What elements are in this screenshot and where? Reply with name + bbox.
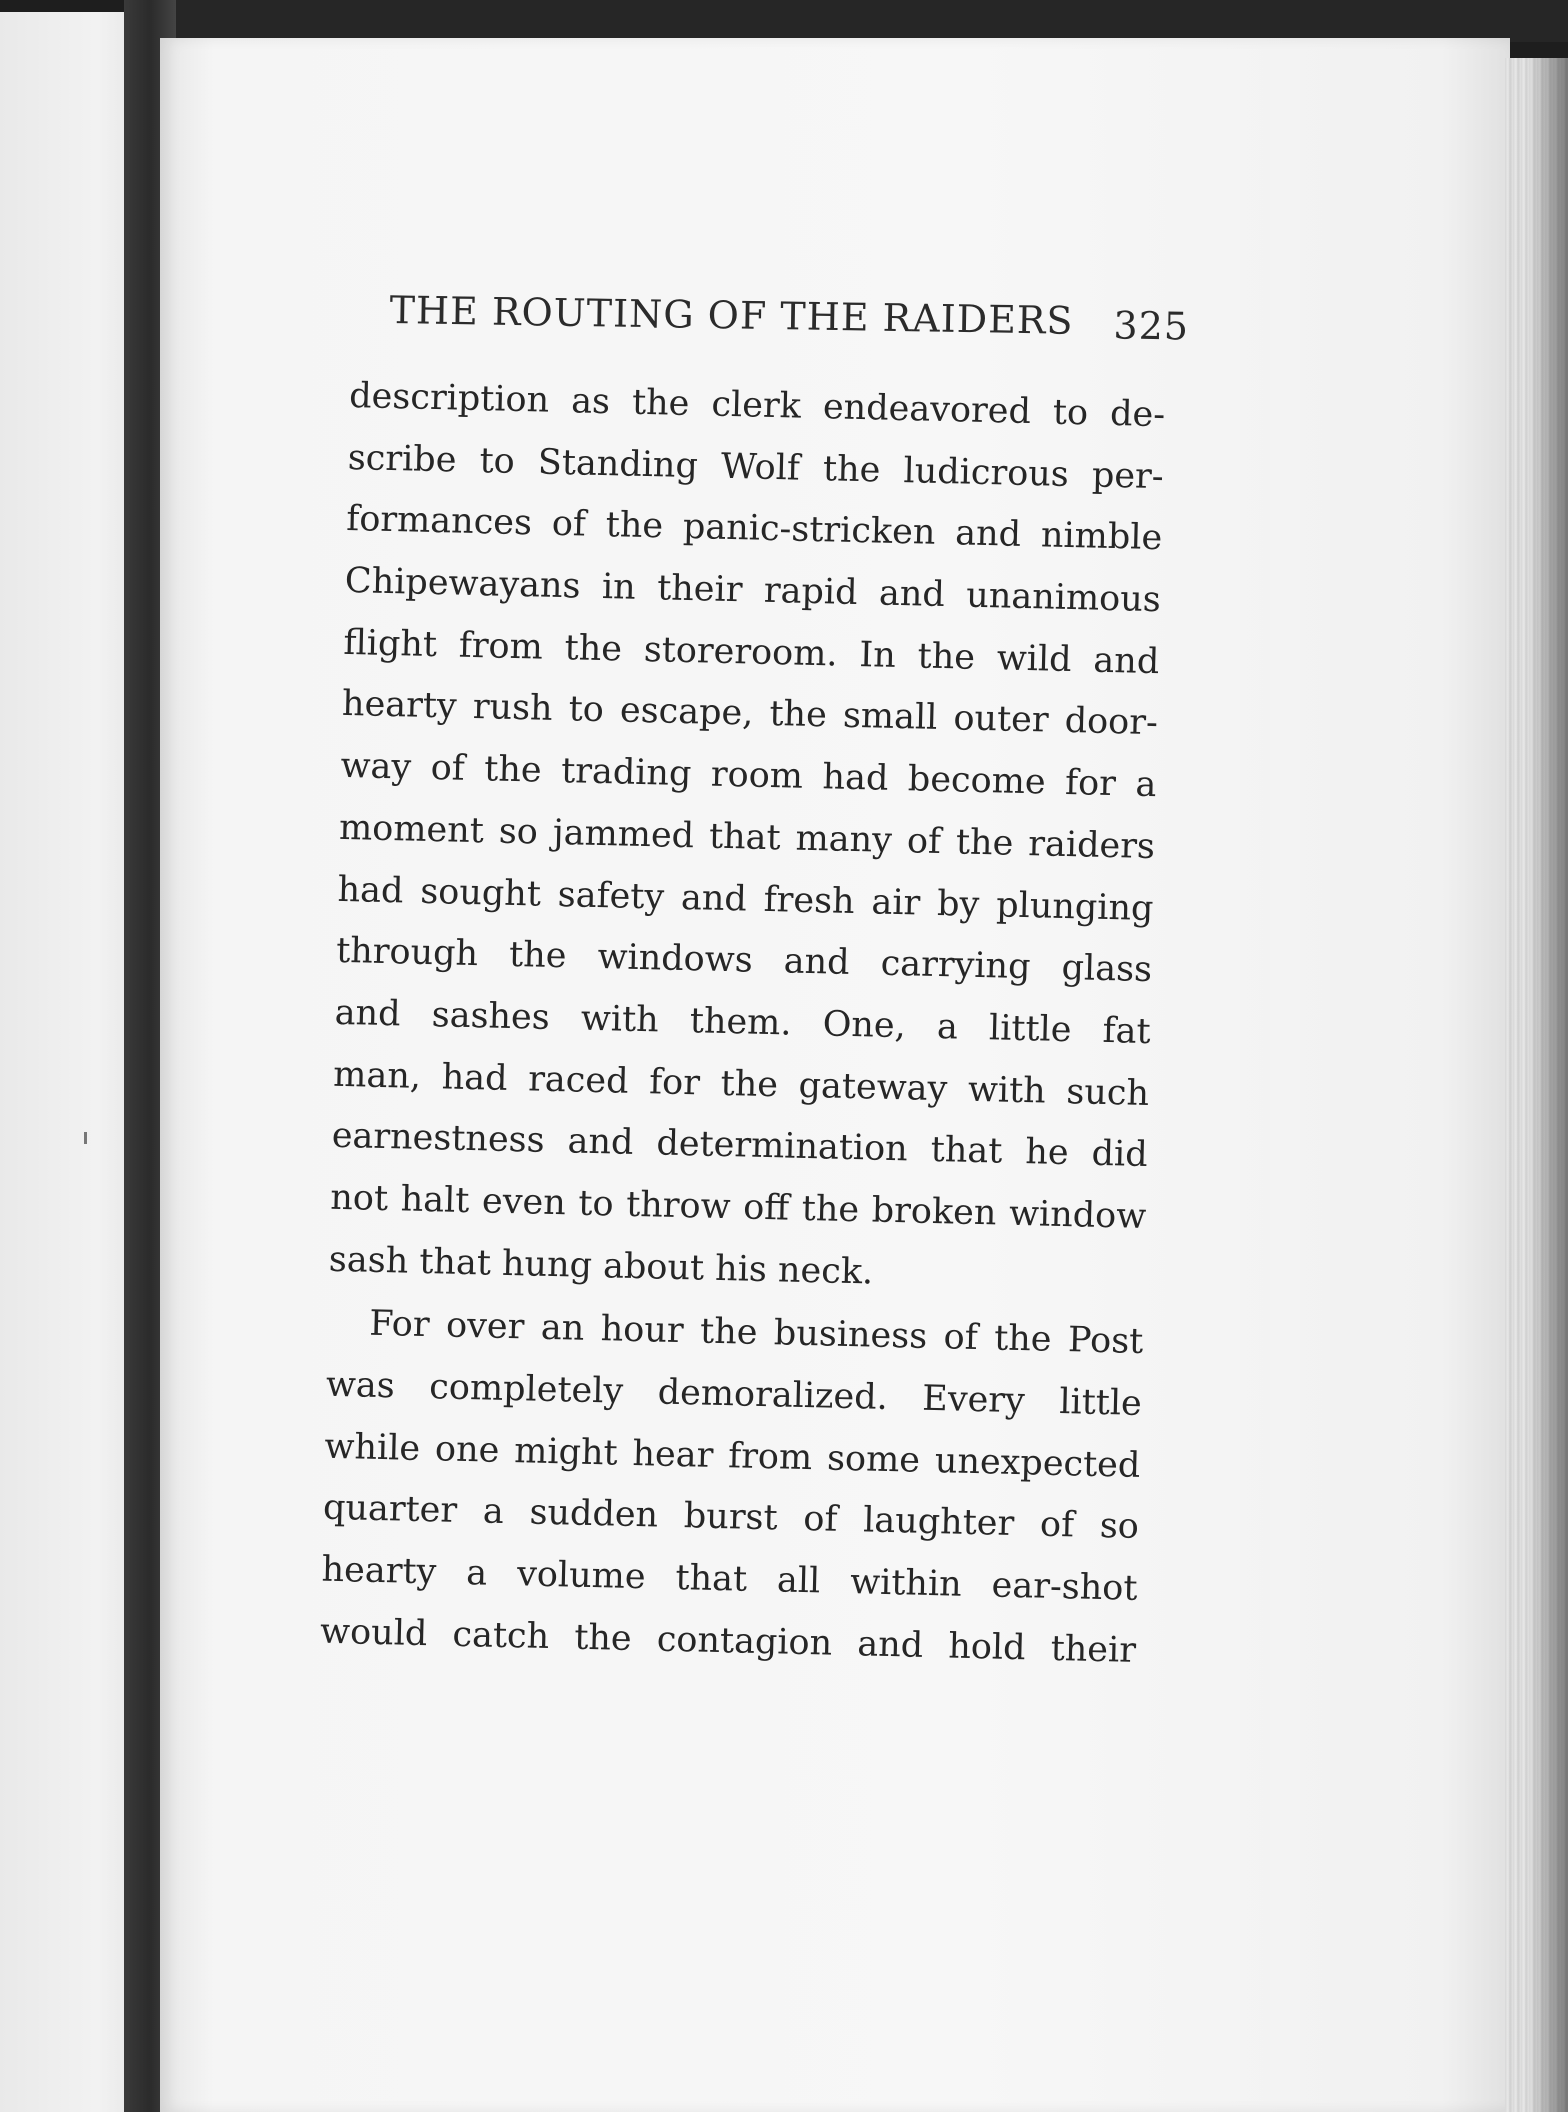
text-line: moment so jammed that many of the raiders xyxy=(338,807,1156,867)
text-line: and sashes with them. One, a little fat xyxy=(334,992,1152,1052)
text-line: scribe to Standing Wolf the ludicrous per- xyxy=(347,437,1165,497)
text-line: not halt even to throw off the broken window xyxy=(329,1177,1147,1237)
page-edges-shadow xyxy=(1528,58,1568,2112)
left-page-mark xyxy=(84,1132,87,1144)
text-line: through the windows and carrying glass xyxy=(335,931,1153,991)
running-title: THE ROUTING OF THE RAIDERS xyxy=(389,288,1074,343)
text-line: had sought safety and fresh air by plunging xyxy=(337,869,1154,929)
text-line: was completely demoralized. Every little xyxy=(325,1364,1143,1424)
body-text xyxy=(319,366,1165,1682)
text-line: way of the trading room had become for a xyxy=(340,746,1157,806)
text-line: while one might hear from some unexpected xyxy=(324,1426,1141,1486)
page-number: 325 xyxy=(1113,303,1190,349)
scanner-background-top xyxy=(160,0,1568,42)
text-line: sash that hung about his neck. xyxy=(328,1239,874,1293)
text-line: man, had raced for the gateway with such xyxy=(332,1054,1150,1114)
text-line: flight from the storeroom. In the wild and xyxy=(343,622,1160,682)
paragraph-2 xyxy=(319,1293,1143,1682)
text-line: quarter a sudden burst of laughter of so xyxy=(322,1488,1140,1548)
text-line: would catch the contagion and hold their xyxy=(319,1611,1137,1671)
text-line: earnestness and determination that he did xyxy=(331,1116,1149,1176)
text-line: formances of the panic-stricken and nimble xyxy=(345,499,1163,559)
text-line: For over an hour the business of the Post xyxy=(368,1304,1144,1363)
text-line: description as the clerk endeavored to de- xyxy=(348,375,1166,436)
text-line: hearty rush to escape, the small outer door- xyxy=(341,684,1159,744)
text-line: hearty a volume that all within ear-shot xyxy=(321,1549,1138,1609)
paragraph-1 xyxy=(328,366,1166,1310)
text-line: Chipewayans in their rapid and unanimous xyxy=(344,561,1162,621)
